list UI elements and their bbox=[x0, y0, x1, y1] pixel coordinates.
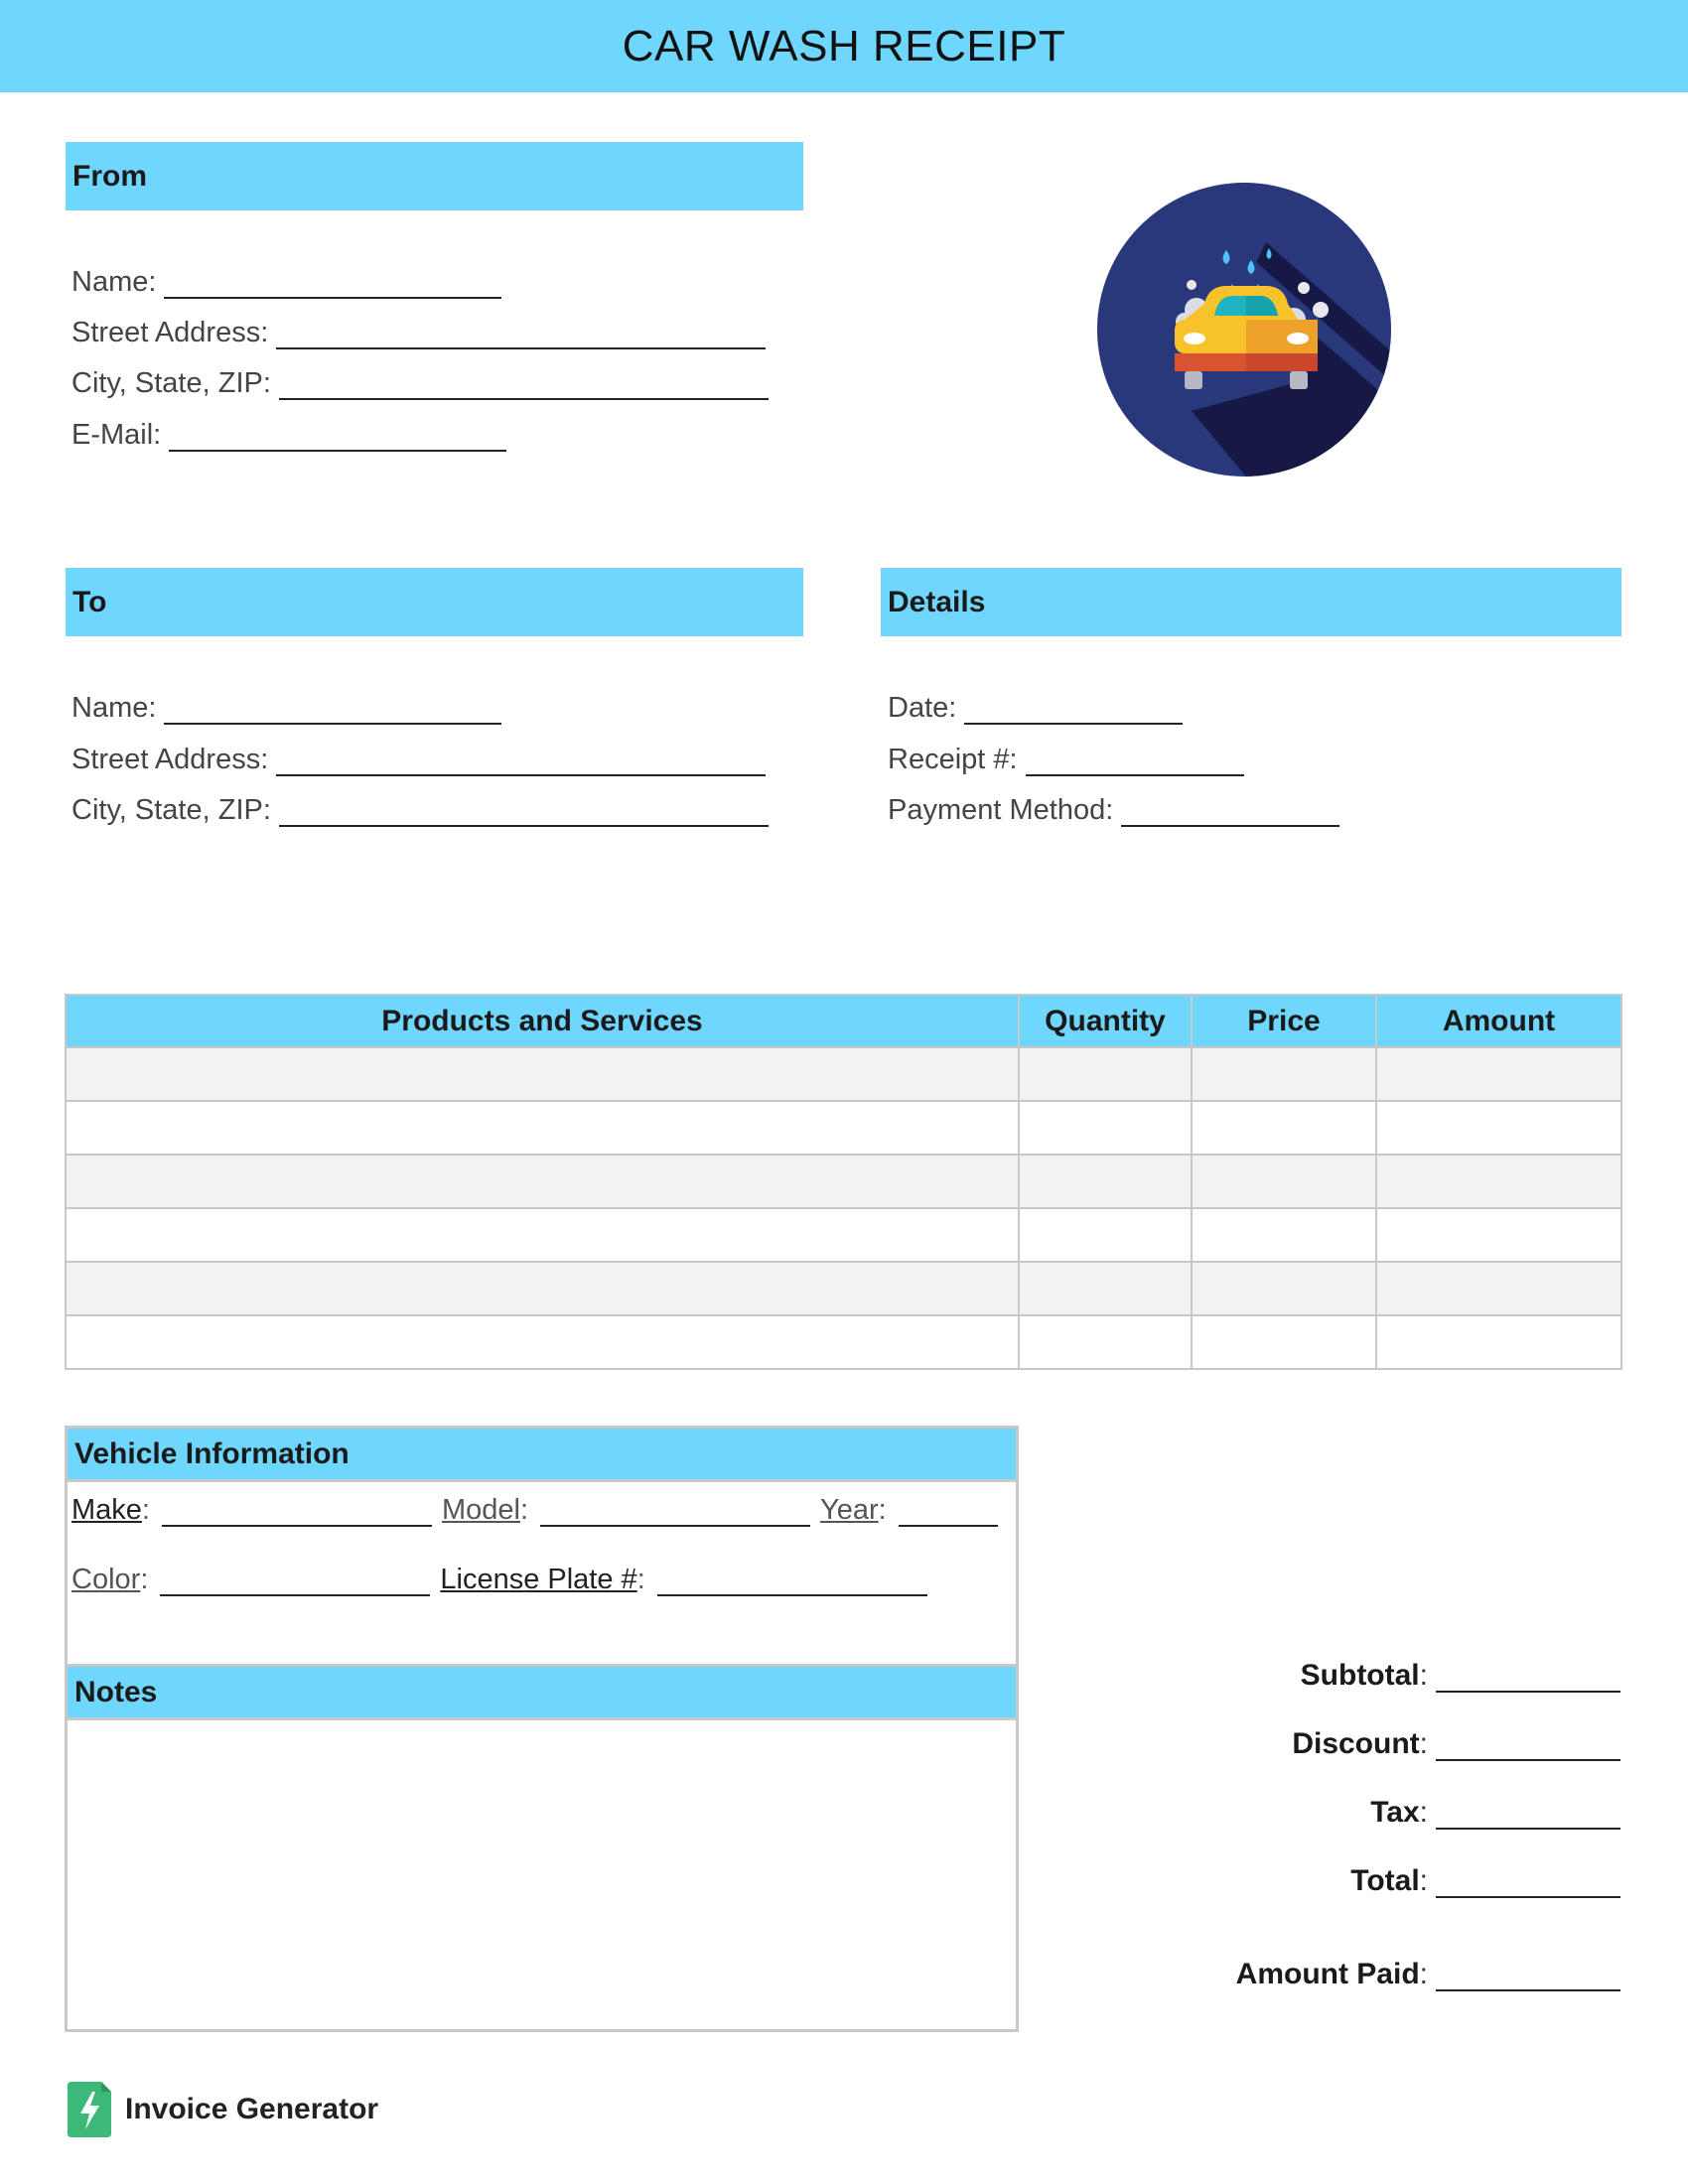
year-line[interactable] bbox=[899, 1499, 998, 1527]
total-field[interactable] bbox=[1350, 1864, 1620, 1898]
year-label: Year bbox=[820, 1494, 879, 1526]
quantity-cell[interactable] bbox=[1019, 1101, 1192, 1155]
color-line[interactable] bbox=[160, 1569, 430, 1596]
tax-field[interactable] bbox=[1370, 1796, 1620, 1830]
from-email-label: E-Mail: bbox=[71, 419, 162, 451]
quantity-cell[interactable] bbox=[1019, 1047, 1192, 1101]
license-plate-label: License Plate # bbox=[440, 1564, 637, 1595]
table-row bbox=[66, 1315, 1621, 1369]
quantity-cell[interactable] bbox=[1019, 1262, 1192, 1315]
subtotal-line[interactable] bbox=[1436, 1665, 1620, 1693]
from-email-field[interactable] bbox=[71, 419, 506, 452]
to-name-label: Name: bbox=[71, 692, 157, 724]
to-street-field[interactable] bbox=[71, 744, 766, 776]
from-street-line[interactable] bbox=[276, 322, 766, 349]
make-label: Make bbox=[71, 1494, 142, 1526]
price-cell[interactable] bbox=[1192, 1262, 1376, 1315]
to-name-field[interactable] bbox=[71, 692, 501, 725]
table-row bbox=[66, 1101, 1621, 1155]
to-section-header bbox=[66, 568, 803, 636]
to-city-label: City, State, ZIP: bbox=[71, 794, 271, 826]
details-section-header bbox=[881, 568, 1621, 636]
amount-paid-line[interactable] bbox=[1436, 1964, 1620, 1991]
to-street-line[interactable] bbox=[276, 749, 766, 776]
vehicle-row-1 bbox=[71, 1494, 1008, 1527]
amount-paid-label: Amount Paid bbox=[1235, 1958, 1420, 1990]
amount-cell[interactable] bbox=[1376, 1262, 1621, 1315]
table-row bbox=[66, 1208, 1621, 1262]
table-row bbox=[66, 1155, 1621, 1208]
year-colon: : bbox=[878, 1494, 887, 1526]
tax-colon: : bbox=[1419, 1796, 1428, 1829]
color-label: Color bbox=[71, 1564, 141, 1595]
quantity-cell[interactable] bbox=[1019, 1315, 1192, 1369]
model-line[interactable] bbox=[540, 1499, 810, 1527]
total-line[interactable] bbox=[1436, 1870, 1620, 1898]
receipt-number-label: Receipt #: bbox=[888, 744, 1018, 775]
brand-name: Invoice Generator bbox=[125, 2093, 379, 2125]
car-wash-logo bbox=[1097, 183, 1391, 477]
amount-cell[interactable] bbox=[1376, 1047, 1621, 1101]
date-label: Date: bbox=[888, 692, 957, 724]
product-cell[interactable] bbox=[66, 1101, 1019, 1155]
title-bar bbox=[0, 0, 1688, 92]
amount-paid-field[interactable] bbox=[1236, 1958, 1620, 1991]
total-label: Total bbox=[1350, 1864, 1420, 1897]
amount-cell[interactable] bbox=[1376, 1101, 1621, 1155]
from-city-label: City, State, ZIP: bbox=[71, 367, 271, 399]
price-cell[interactable] bbox=[1192, 1155, 1376, 1208]
license-plate-colon: : bbox=[636, 1564, 645, 1595]
discount-label: Discount bbox=[1292, 1727, 1420, 1760]
car-wash-icon bbox=[1097, 183, 1391, 477]
price-cell[interactable] bbox=[1192, 1208, 1376, 1262]
subtotal-field[interactable] bbox=[1301, 1659, 1620, 1693]
product-cell[interactable] bbox=[66, 1208, 1019, 1262]
quantity-cell[interactable] bbox=[1019, 1155, 1192, 1208]
from-street-field[interactable] bbox=[71, 317, 766, 349]
from-section-header bbox=[66, 142, 803, 210]
details-heading: Details bbox=[888, 585, 986, 618]
price-cell[interactable] bbox=[1192, 1047, 1376, 1101]
from-street-label: Street Address: bbox=[71, 317, 269, 348]
quantity-cell[interactable] bbox=[1019, 1208, 1192, 1262]
amount-cell[interactable] bbox=[1376, 1208, 1621, 1262]
price-cell[interactable] bbox=[1192, 1101, 1376, 1155]
product-cell[interactable] bbox=[66, 1315, 1019, 1369]
amount-paid-colon: : bbox=[1419, 1958, 1428, 1990]
date-line[interactable] bbox=[964, 697, 1183, 725]
from-name-line[interactable] bbox=[164, 271, 501, 299]
to-city-line[interactable] bbox=[279, 799, 769, 827]
subtotal-colon: : bbox=[1419, 1659, 1428, 1692]
subtotal-label: Subtotal bbox=[1300, 1659, 1420, 1692]
make-line[interactable] bbox=[162, 1499, 432, 1527]
lightning-bolt-icon bbox=[68, 2082, 111, 2137]
product-cell[interactable] bbox=[66, 1155, 1019, 1208]
items-table bbox=[65, 994, 1622, 1370]
vehicle-row-2 bbox=[71, 1564, 937, 1596]
amount-cell[interactable] bbox=[1376, 1155, 1621, 1208]
license-plate-line[interactable] bbox=[657, 1569, 927, 1596]
color-colon: : bbox=[140, 1564, 149, 1595]
receipt-number-field[interactable] bbox=[888, 744, 1244, 776]
discount-field[interactable] bbox=[1292, 1727, 1620, 1761]
from-city-line[interactable] bbox=[279, 372, 769, 400]
page-title: CAR WASH RECEIPT bbox=[622, 21, 1066, 70]
vehicle-info-heading: Vehicle Information bbox=[74, 1436, 350, 1470]
table-row bbox=[66, 1047, 1621, 1101]
date-field[interactable] bbox=[888, 692, 1183, 725]
product-cell[interactable] bbox=[66, 1262, 1019, 1315]
model-colon: : bbox=[519, 1494, 529, 1526]
header-price: Price bbox=[1192, 995, 1376, 1047]
header-products-services: Products and Services bbox=[66, 995, 1019, 1047]
payment-method-label: Payment Method: bbox=[888, 794, 1114, 826]
model-label: Model bbox=[441, 1494, 520, 1526]
to-city-field[interactable] bbox=[71, 794, 769, 827]
table-row bbox=[66, 1262, 1621, 1315]
to-street-label: Street Address: bbox=[71, 744, 269, 775]
vehicle-notes-box bbox=[65, 1426, 1019, 2032]
notes-heading: Notes bbox=[74, 1675, 158, 1708]
to-name-line[interactable] bbox=[164, 697, 501, 725]
tax-line[interactable] bbox=[1436, 1802, 1620, 1830]
from-name-field[interactable] bbox=[71, 266, 501, 299]
items-header-row bbox=[66, 995, 1621, 1047]
discount-line[interactable] bbox=[1436, 1733, 1620, 1761]
footer-brand[interactable] bbox=[68, 2082, 378, 2137]
notes-area[interactable] bbox=[68, 1720, 1016, 2029]
payment-method-line[interactable] bbox=[1121, 799, 1339, 827]
header-amount: Amount bbox=[1376, 995, 1621, 1047]
from-city-field[interactable] bbox=[71, 367, 769, 400]
from-name-label: Name: bbox=[71, 266, 157, 298]
from-email-line[interactable] bbox=[169, 424, 506, 452]
total-colon: : bbox=[1419, 1864, 1428, 1897]
receipt-number-line[interactable] bbox=[1026, 749, 1244, 776]
amount-cell[interactable] bbox=[1376, 1315, 1621, 1369]
payment-method-field[interactable] bbox=[888, 794, 1339, 827]
header-quantity: Quantity bbox=[1019, 995, 1192, 1047]
from-heading: From bbox=[72, 159, 147, 193]
discount-colon: : bbox=[1419, 1727, 1428, 1760]
notes-divider bbox=[68, 1664, 1016, 1667]
to-heading: To bbox=[72, 585, 107, 618]
price-cell[interactable] bbox=[1192, 1315, 1376, 1369]
make-colon: : bbox=[141, 1494, 150, 1526]
notes-header bbox=[68, 1667, 1016, 1720]
product-cell[interactable] bbox=[66, 1047, 1019, 1101]
tax-label: Tax bbox=[1370, 1796, 1420, 1829]
vehicle-info-header bbox=[68, 1429, 1016, 1482]
